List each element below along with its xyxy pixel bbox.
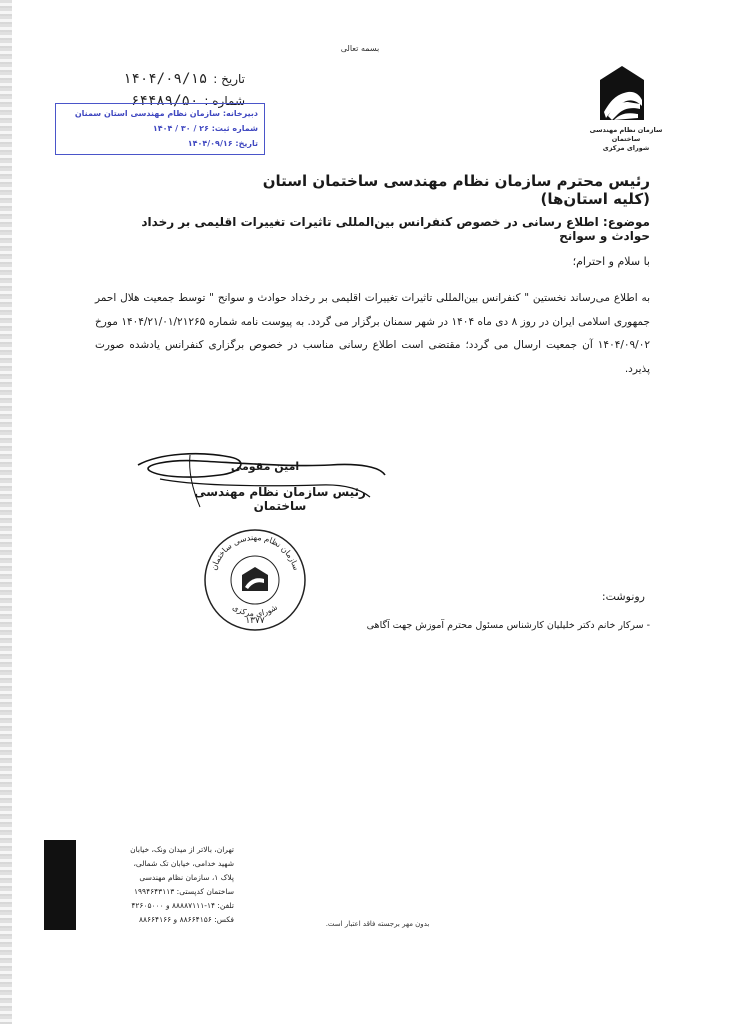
bismillah: بسمه تعالی	[340, 44, 380, 53]
address-line: ساختمان کدپستی: ۱۹۹۴۶۴۳۱۱۳	[134, 887, 234, 896]
seal-year: ۱۳۷۷	[245, 616, 265, 626]
svg-text:سازمان نظام مهندسی ساختمان	[209, 533, 301, 572]
number-value: ۶۴۴۸۹/۵۰	[130, 93, 199, 109]
registry-stamp	[55, 103, 265, 155]
date-row	[70, 68, 245, 90]
number-label: شماره :	[204, 94, 245, 108]
footer-validity-note: بدون مهر برجسته فاقد اعتبار است.	[325, 920, 430, 928]
logo-org-name: سازمان نظام مهندسی ساختمان	[589, 126, 663, 143]
seal-bottom-text: شورای مرکزی	[230, 602, 280, 619]
round-seal	[200, 525, 310, 635]
cc-label: رونوشت:	[601, 590, 645, 603]
signer-title: رئیس سازمان نظام مهندسی ساختمان	[194, 485, 366, 513]
addressee: رئیس محترم سازمان نظام مهندسی ساختمان استان (کلیه استان‌ها)	[262, 172, 650, 208]
signer-name: امین مقومی	[230, 460, 300, 473]
scan-edge	[0, 0, 12, 1024]
address-line: تلفن: ۱۴-۸۸۸۸۷۱۱۱ و ۴۲۶۰۵۰۰۰	[131, 901, 234, 910]
footer-black-bar	[44, 840, 76, 930]
date-label: تاریخ :	[213, 72, 245, 86]
address-line: فکس: ۸۸۶۶۴۱۵۶ و ۸۸۶۶۴۱۶۶	[138, 915, 234, 924]
footer-address	[84, 843, 234, 927]
stamp-line-1: دبیرخانه: سازمان نظام مهندسی استان سمنان	[74, 109, 258, 118]
subject: موضوع: اطلاع رسانی در خصوص کنفرانس بین‌المللی تاثیرات تغییرات اقلیمی بر رخداد حوادث و سوانح	[141, 215, 650, 243]
org-logo	[589, 62, 663, 153]
letter-body: به اطلاع می‌رساند نخستین " کنفرانس بین‌المللی تاثیرات تغییرات اقلیمی بر رخداد حوادث و سوانح " توسط جمعیت هلال احمر جمهوری اسلامی ایران در روز ۸ دی ماه ۱۴۰۴ در شهر سمنان برگزار می گردد. به پیوست نامه شماره ۱۴۰۴/۲۱/۰۱/۲۱۲۶۵ مورخ ۱۴۰۴/۰۹/۰۲ آن جمعیت ارسال می گردد؛ مقتضی است اطلاع رسانی مناسب در خصوص برگزاری کنفرانس یادشده صورت پذیرد.	[95, 292, 650, 375]
building-logo-icon	[592, 62, 652, 126]
date-value: ۱۴۰۴/۰۹/۱۵	[122, 71, 208, 87]
logo-council-name: شورای مرکزی	[602, 144, 650, 152]
stamp-line-3: تاریخ: ۱۴۰۴/۰۹/۱۶	[187, 139, 258, 148]
address-line: تهران، بالاتر از میدان ونک، خیابان	[130, 845, 234, 854]
seal-top-text: سازمان نظام مهندسی ساختمان	[209, 532, 301, 572]
cc-item: - سرکار خانم دکتر خلیلیان کارشناس مسئول محترم آموزش جهت آگاهی	[366, 620, 650, 631]
address-line: پلاک ۱، سازمان نظام مهندسی	[139, 873, 234, 882]
greeting: با سلام و احترام؛	[572, 255, 650, 268]
stamp-line-2: شماره ثبت: ۲۶ / ۳۰ / ۱۴۰۴	[152, 124, 258, 133]
address-line: شهید خدامی، خیابان تک شمالی،	[133, 859, 234, 868]
